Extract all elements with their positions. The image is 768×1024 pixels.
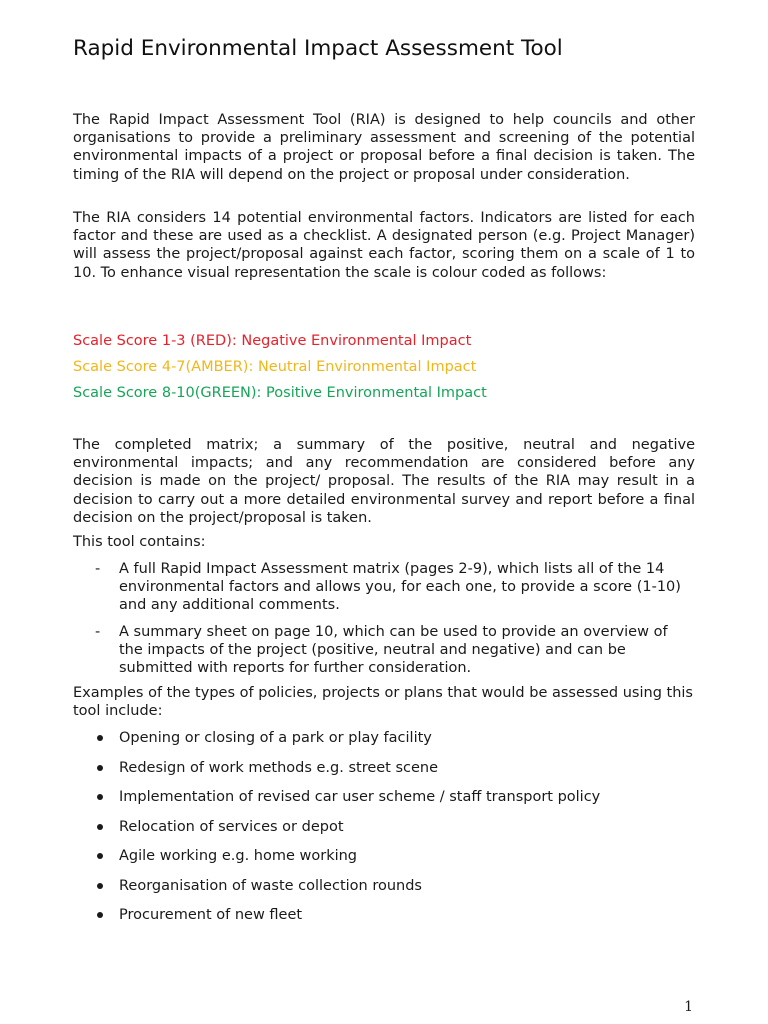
dash-marker: - [95,624,101,640]
list-item-text: Reorganisation of waste collection rounds [119,877,422,894]
scale-green-text: Scale Score 8-10(GREEN): Positive Environmental Impact [73,385,487,401]
list-item [73,728,695,758]
list-item-text: Implementation of revised car user scheme / staff transport policy [119,789,601,805]
intro-paragraph: The Rapid Impact Assessment Tool (RIA) is designed to help councils and other organisations to provide a preliminary assessment and screening of the potential environmental impacts of a project or proposal before a final decision is taken. The timing of the RIA will depend on the project or proposal under consideration. [73,112,695,183]
examples-heading: Examples of the types of policies, projects or plans that would be assessed using this tool include: [73,685,693,720]
scale-red-text: Scale Score 1-3 (RED): Negative Environmental Impact [73,333,472,349]
list-item-text: Redesign of work methods e.g. street scene [119,759,439,776]
list-item [73,787,695,817]
bullet-icon [97,883,103,889]
bullet-icon [97,824,103,830]
contains-item-text: A summary sheet on page 10, which can be used to provide an overview of the impacts of the project (positive, neutral and negative) and can be submitted with reports for further consideration. [119,624,668,677]
bullet-icon [97,912,103,918]
scale-amber-text: Scale Score 4-7(AMBER): Neutral Environmental Impact [73,359,477,375]
bullet-icon [97,765,103,771]
page-number: 1 [684,999,693,1015]
list-item-text: Opening or closing of a park or play facility [119,730,432,746]
list-item [73,905,695,935]
bullet-icon [97,794,103,800]
document-title: Rapid Environmental Impact Assessment Tool [73,36,563,61]
list-item-text: Agile working e.g. home working [119,848,358,864]
list-item-text: Procurement of new fleet [119,907,303,923]
matrix-paragraph: The completed matrix; a summary of the positive, neutral and negative environmental impacts; and any recommendation are considered before any decision is made on the project/ proposal. The results of the RIA may result in a decision to carry out a more detailed environmental survey and report before a final decision on the project/proposal is taken. [73,437,695,526]
list-item [73,817,695,847]
list-item [73,758,695,788]
list-item-text: Relocation of services or depot [119,818,344,835]
list-item [73,846,695,876]
list-item [73,876,695,906]
bullet-icon [97,735,103,741]
factors-paragraph: The RIA considers 14 potential environmental factors. Indicators are listed for each factor and these are used as a checklist. A designated person (e.g. Project Manager) will assess the project/proposal against each factor, scoring them on a scale of 1 to 10. To enhance visual representation the scale is colour coded as follows: [73,210,695,281]
dash-marker: - [95,561,101,577]
examples-list [73,728,695,935]
contains-item-text: A full Rapid Impact Assessment matrix (pages 2-9), which lists all of the 14 environmental factors and allows you, for each one, to provide a score (1-10) and any additional comments. [119,561,681,614]
bullet-icon [97,853,103,859]
contains-heading: This tool contains: [73,534,206,550]
